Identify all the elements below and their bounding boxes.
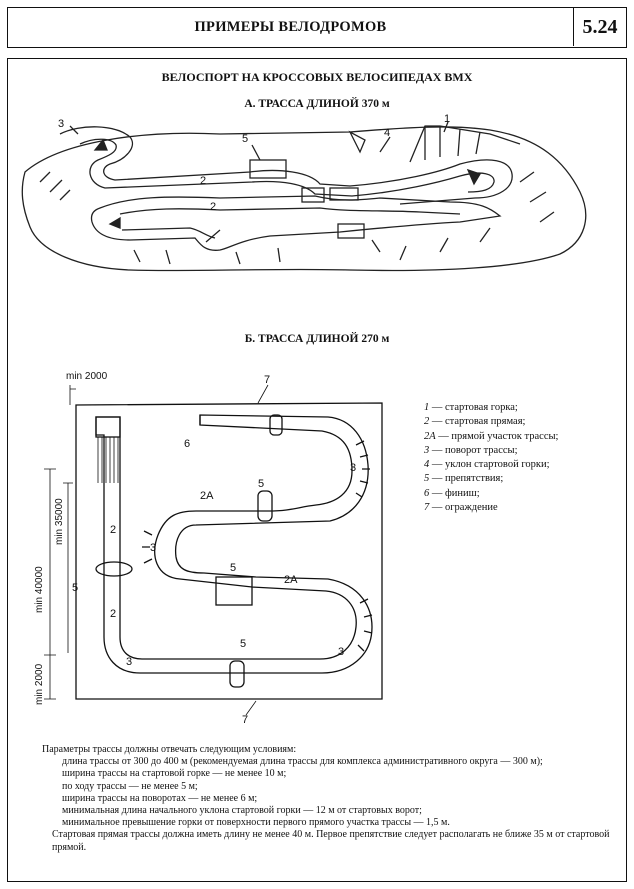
label-b-straight-1: 2 [110, 524, 117, 536]
obstacle-left [96, 562, 132, 576]
params-item: ширина трассы на поворотах — не менее 6 м; [62, 792, 258, 804]
label-b-2a-2: 2А [284, 574, 298, 586]
legend-item: 3 — поворот трассы; [424, 444, 518, 456]
label-b-finish: 6 [184, 438, 191, 450]
page-header [7, 7, 627, 48]
legend-item: 1 — стартовая горка; [424, 402, 518, 413]
label-b-turn-2: 3 [150, 542, 157, 554]
main-title: ВЕЛОСПОРТ НА КРОССОВЫХ ВЕЛОСИПЕДАХ ВМХ [161, 70, 473, 84]
label-b-2a-1: 2А [200, 490, 214, 502]
legend-item: 2 — стартовая прямая; [424, 416, 526, 428]
legend-item: 7 — ограждение [424, 502, 498, 514]
legend-item: 6 — финиш; [424, 487, 480, 499]
params-item: минимальная длина начального уклона стартовой горки — 12 м от стартовых ворот; [62, 805, 422, 817]
label-b-fence-top: 7 [264, 374, 271, 386]
legend-item: 4 — уклон стартовой горки; [424, 459, 550, 471]
params-item: ширина трассы на стартовой горке — не менее 10 м; [62, 768, 287, 780]
track-b-plan-drawing [30, 365, 400, 725]
legend-item: 2А — прямой участок трассы; [424, 430, 559, 442]
params-closing: Стартовая прямая трассы должна иметь длину не менее 40 м. Первое препятствие следует располагать не ближе 35 м от стартовой прямой. [52, 829, 610, 853]
label-b-obstacle-3: 5 [240, 638, 247, 650]
dim-left-inner: min 35000 [54, 498, 65, 545]
label-b-obstacle-2: 5 [230, 562, 237, 574]
label-a-3: 3 [58, 118, 65, 130]
section-b-title: Б. ТРАССА ДЛИНОЙ 270 м [244, 333, 390, 345]
params-item: длина трассы от 300 до 400 м (рекомендуемая длина трассы для комплекса административного округа — 300 м); [62, 756, 543, 768]
params-item: по ходу трассы — не менее 5 м; [62, 780, 198, 792]
fence-outline [76, 403, 382, 699]
label-a-5: 5 [242, 133, 249, 145]
track-a-perspective-drawing [20, 112, 610, 284]
label-a-2-lower: 2 [210, 201, 217, 213]
legend-item: 5 — препятствия; [424, 473, 504, 485]
label-b-obstacle-1: 5 [258, 478, 265, 490]
track-parameters-text [42, 744, 622, 854]
label-b-fence-bottom: 7 [242, 714, 249, 725]
label-a-1: 1 [444, 113, 451, 125]
label-a-4: 4 [384, 127, 391, 139]
label-b-obstacle-left: 5 [72, 582, 79, 594]
dim-top: min 2000 [66, 371, 108, 382]
params-intro: Параметры трассы должны отвечать следующим условиям: [42, 744, 297, 755]
label-a-2-upper: 2 [200, 175, 207, 187]
section-a-title: А. ТРАССА ДЛИНОЙ 370 м [244, 98, 390, 110]
params-item: минимальное превышение горки от поверхности первого прямого участка трассы — 1,5 м. [62, 817, 450, 829]
label-b-turn-3: 3 [338, 646, 345, 658]
dim-left-outer: min 40000 [34, 566, 45, 613]
legend [424, 401, 558, 515]
label-b-turn-1: 3 [350, 462, 357, 474]
label-b-turn-4: 3 [126, 656, 133, 668]
label-b-straight-2: 2 [110, 608, 117, 620]
header-title: ПРИМЕРЫ ВЕЛОДРОМОВ [194, 19, 387, 35]
header-section-number: 5.24 [573, 8, 626, 46]
dim-bottom: min 2000 [34, 663, 45, 705]
